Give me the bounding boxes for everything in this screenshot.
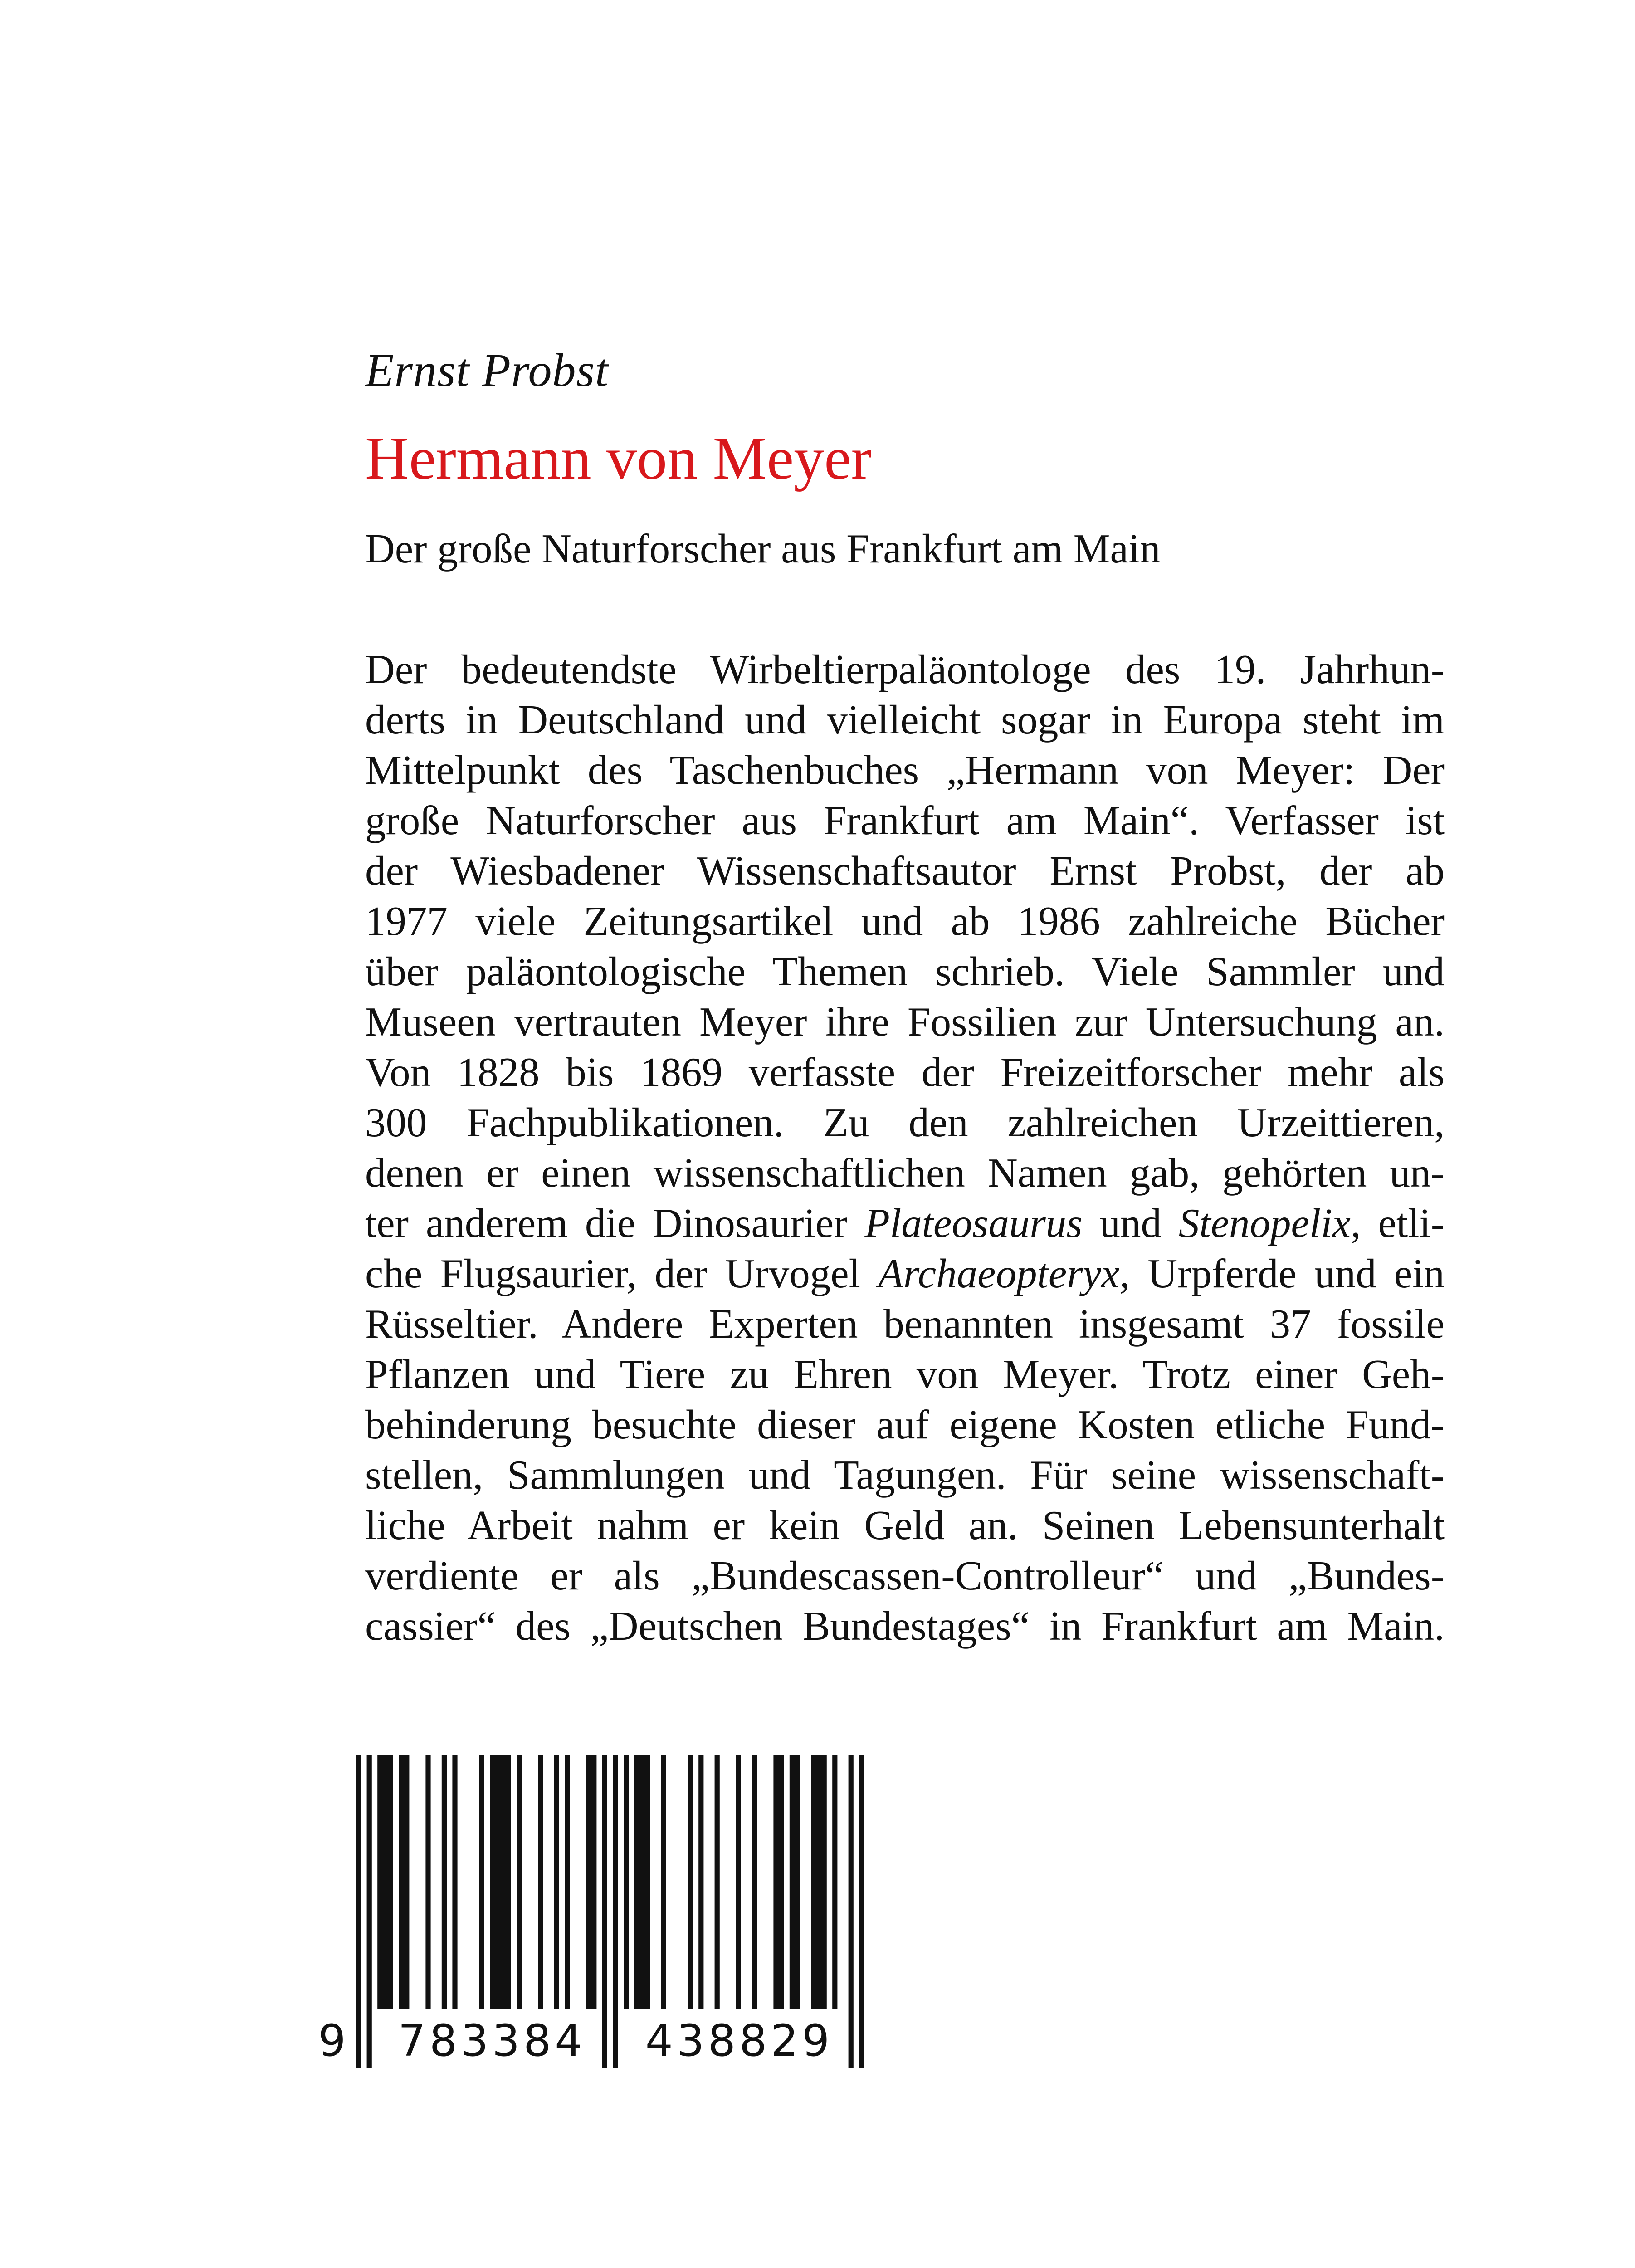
barcode-bar: [586, 1755, 596, 2009]
blurb-line: denen er einen wissenschaftlichen Namen gab, gehörten un-: [365, 1150, 1445, 1196]
blurb-line: 300 Fachpublikationen. Zu den zahlreichen Urzeittieren,: [365, 1100, 1445, 1145]
blurb-line: Mittelpunkt des Taschenbuches „Hermann von Meyer: Der: [365, 747, 1445, 793]
barcode-bar: [490, 1755, 511, 2009]
barcode-bar: [624, 1755, 629, 2009]
barcode-bar: [790, 1755, 800, 2009]
barcode-guard-bar: [356, 1755, 361, 2068]
barcode-bar: [517, 1755, 522, 2009]
blurb-line: derts in Deutschland und vielleicht sogar in Europa steht im: [365, 697, 1445, 743]
genus-name-archaeopteryx: Archaeopteryx: [878, 1251, 1120, 1296]
blurb-line: große Naturforscher aus Frankfurt am Main“. Verfasser ist: [365, 797, 1445, 843]
barcode-bar: [479, 1755, 484, 2009]
blurb-line: Der bedeutendste Wirbeltierpaläontologe des 19. Jahrhun-: [365, 646, 1445, 692]
blurb-line: behinderung besuchte dieser auf eigene Kosten etliche Fund-: [365, 1402, 1445, 1447]
blurb-line: Museen vertrauten Meyer ihre Fossilien zur Untersuchung an.: [365, 999, 1445, 1045]
barcode-bar: [698, 1755, 703, 2009]
barcode-bar: [688, 1755, 693, 2009]
author-name: Ernst Probst: [365, 344, 609, 396]
barcode-digits-left: 783384: [398, 2015, 586, 2066]
barcode-bar: [399, 1755, 409, 2009]
blurb-line: verdiente er als „Bundescassen-Controlleur“ und „Bundes-: [365, 1553, 1445, 1598]
barcode-bar: [425, 1755, 430, 2009]
book-title: Hermann von Meyer: [365, 425, 872, 492]
barcode-bar: [736, 1755, 741, 2009]
barcode-bar: [442, 1755, 447, 2009]
barcode-bar: [377, 1755, 393, 2009]
blurb-text: [365, 644, 1445, 1651]
barcode-guard-bar: [367, 1755, 372, 2068]
blurb-line: [365, 1248, 1445, 1299]
blurb-fragment: und: [1082, 1200, 1179, 1246]
barcode-digits-right: 438829: [645, 2015, 834, 2066]
barcode-digit-first: 9: [318, 2015, 346, 2066]
blurb-line: Rüsseltier. Andere Experten benannten insgesamt 37 fossile: [365, 1301, 1445, 1347]
blurb-fragment: che Flugsaurier, der Urvogel: [365, 1251, 879, 1296]
barcode-bar: [452, 1755, 457, 2009]
blurb-fragment: etli-: [1361, 1200, 1445, 1246]
blurb-line: der Wiesbadener Wissenschaftsautor Ernst Probst, der ab: [365, 848, 1445, 894]
barcode-bar: [565, 1755, 570, 2009]
barcode-bar: [832, 1755, 837, 2009]
barcode-bar: [773, 1755, 784, 2009]
barcode-bar: [811, 1755, 827, 2009]
genus-name-stenopelix: Stenopelix,: [1178, 1200, 1361, 1246]
barcode-guard-bar: [613, 1755, 618, 2068]
blurb-line: über paläontologische Themen schrieb. Viele Sammler und: [365, 948, 1445, 994]
blurb-line: Von 1828 bis 1869 verfasste der Freizeitforscher mehr als: [365, 1049, 1445, 1095]
barcode-bar: [661, 1755, 666, 2009]
genus-name-plateosaurus: Plateosaurus: [864, 1200, 1083, 1246]
blurb-fragment: ter anderem die Dinosaurier: [365, 1200, 865, 1246]
barcode-graphic: [313, 1755, 889, 2068]
blurb-line: 1977 viele Zeitungsartikel und ab 1986 zahlreiche Bücher: [365, 898, 1445, 944]
barcode-guard-bar: [859, 1755, 864, 2068]
barcode-bar: [752, 1755, 757, 2009]
blurb-line: stellen, Sammlungen und Tagungen. Für seine wissenschaft-: [365, 1452, 1445, 1498]
barcode-bar: [634, 1755, 650, 2009]
blurb-fragment: , Urpferde und ein: [1119, 1251, 1445, 1296]
barcode-bar: [715, 1755, 720, 2009]
isbn-barcode: [313, 1755, 889, 2068]
barcode-bar: [554, 1755, 559, 2009]
barcode-guard-bar: [602, 1755, 607, 2068]
barcode-bar: [538, 1755, 543, 2009]
blurb-line: liche Arbeit nahm er kein Geld an. Seinen Lebensunterhalt: [365, 1502, 1445, 1548]
barcode-guard-bar: [849, 1755, 854, 2068]
book-subtitle: Der große Naturforscher aus Frankfurt am Main: [365, 526, 1161, 572]
blurb-line: [365, 1198, 1445, 1248]
blurb-line: cassier“ des „Deutschen Bundestages“ in Frankfurt am Main.: [365, 1603, 1445, 1649]
blurb-line: Pflanzen und Tiere zu Ehren von Meyer. Trotz einer Geh-: [365, 1351, 1445, 1397]
